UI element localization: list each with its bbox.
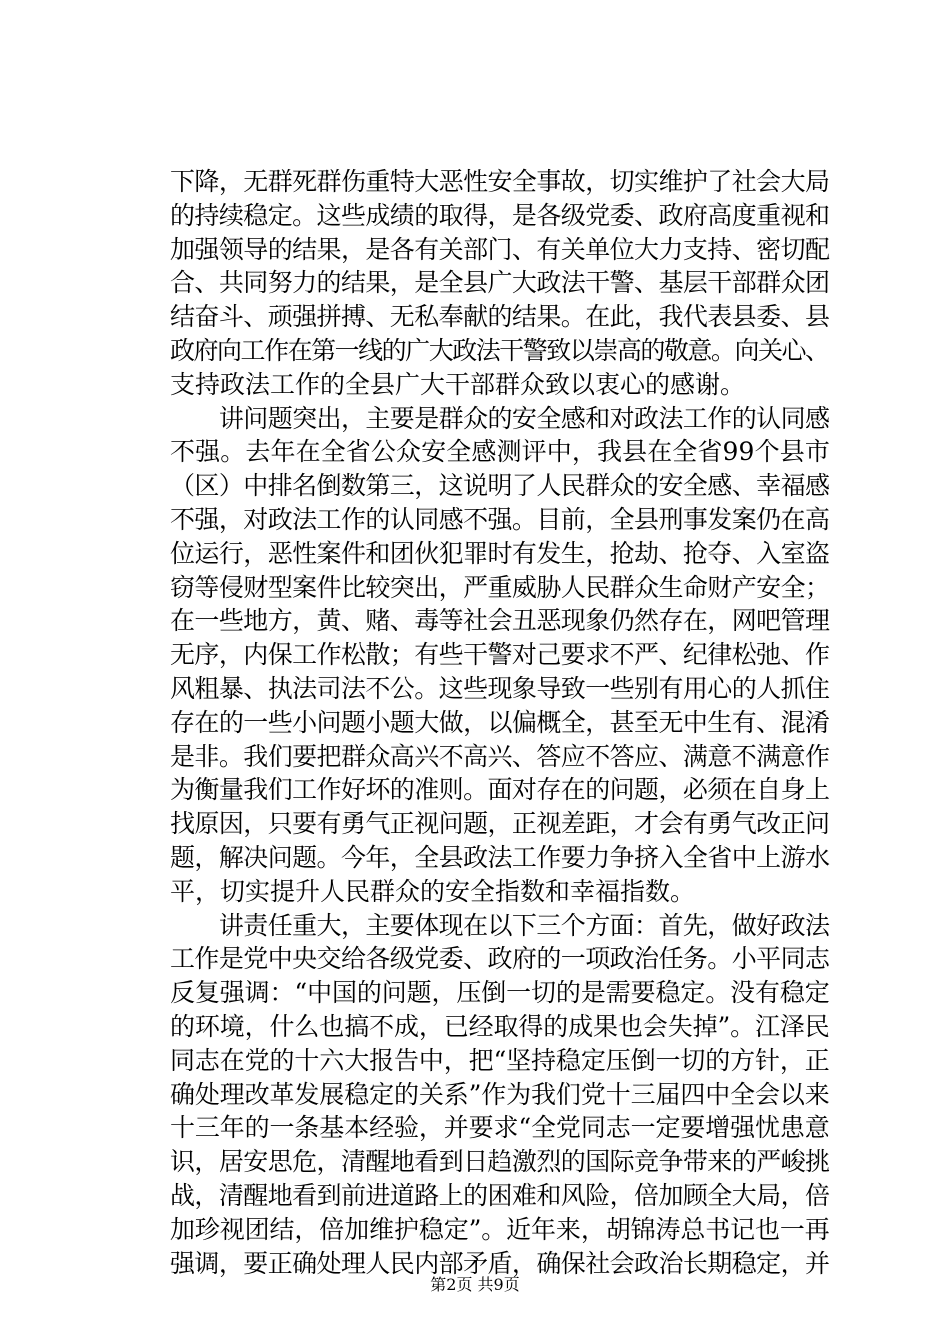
text-line: 的持续稳定。这些成绩的取得，是各级党委、政府高度重视和 [170,200,830,230]
text-line: 讲责任重大，主要体现在以下三个方面：首先，做好政法 [170,910,830,940]
text-line: 的环境，什么也搞不成，已经取得的成果也会失掉”。江泽民 [170,1011,830,1041]
text-line: 存在的一些小问题小题大做，以偏概全，甚至无中生有、混淆 [170,707,830,737]
text-line: 不强。去年在全省公众安全感测评中，我县在全省99个县市 [170,437,830,467]
text-line: 为衡量我们工作好坏的准则。面对存在的问题，必须在自身上 [170,775,830,805]
text-line: 下降，无群死群伤重特大恶性安全事故，切实维护了社会大局 [170,167,830,196]
page-footer: 第2页 共9页 [430,1275,520,1294]
text-line: 工作是党中央交给各级党委、政府的一项政治任务。小平同志 [170,944,830,974]
text-line: 合、共同努力的结果，是全县广大政法干警、基层干部群众团 [170,268,830,298]
text-line: 政府向工作在第一线的广大政法干警致以崇高的敬意。向关心、 [170,335,829,365]
text-line: 在一些地方，黄、赌、毒等社会丑恶现象仍然存在，网吧管理 [170,606,830,636]
text-line: 是非。我们要把群众高兴不高兴、答应不答应、满意不满意作 [170,741,830,771]
text-line: 风粗暴、执法司法不公。这些现象导致一些别有用心的人抓住 [170,673,830,703]
text-line: 识，居安思危，清醒地看到日趋激烈的国际竞争带来的严峻挑 [170,1147,830,1177]
text-line: 战，清醒地看到前进道路上的困难和风险，倍加顾全大局，倍 [170,1180,830,1210]
text-line: 题，解决问题。今年，全县政法工作要力争挤入全省中上游水 [170,842,830,872]
text-line: 找原因，只要有勇气正视问题，正视差距，才会有勇气改正问 [170,809,830,839]
text-line: 支持政法工作的全县广大干部群众致以衷心的感谢。 [170,369,746,399]
text-line: 同志在党的十六大报告中，把“坚持稳定压倒一切的方针，正 [170,1045,830,1075]
text-line: 强调，要正确处理人民内部矛盾，确保社会政治长期稳定，并 [170,1248,830,1278]
text-line: 位运行，恶性案件和团伙犯罪时有发生，抢劫、抢夺、入室盗 [170,538,830,568]
text-line: 确处理改革发展稳定的关系”作为我们党十三届四中全会以来 [170,1079,830,1109]
text-line: （区）中排名倒数第三，这说明了人民群众的安全感、幸福感 [170,471,830,501]
text-line: 讲问题突出，主要是群众的安全感和对政法工作的认同感 [170,403,830,433]
text-line: 窃等侵财型案件比较突出，严重威胁人民群众生命财产安全； [170,572,830,602]
text-line: 加珍视团结，倍加维护稳定”。近年来，胡锦涛总书记也一再 [170,1214,830,1244]
text-line: 十三年的一条基本经验，并要求“全党同志一定要增强忧患意 [170,1113,830,1143]
text-line: 加强领导的结果，是各有关部门、有关单位大力支持、密切配 [170,234,830,264]
text-line: 平，切实提升人民群众的安全指数和幸福指数。 [170,876,696,906]
text-line: 不强，对政法工作的认同感不强。目前，全县刑事发案仍在高 [170,504,830,534]
text-line: 无序，内保工作松散；有些干警对己要求不严、纪律松弛、作 [170,640,830,670]
text-line: 结奋斗、顽强拼搏、无私奉献的结果。在此，我代表县委、县 [170,302,830,332]
text-line: 反复强调：“中国的问题，压倒一切的是需要稳定。没有稳定 [170,978,830,1008]
body-text [170,165,830,1280]
